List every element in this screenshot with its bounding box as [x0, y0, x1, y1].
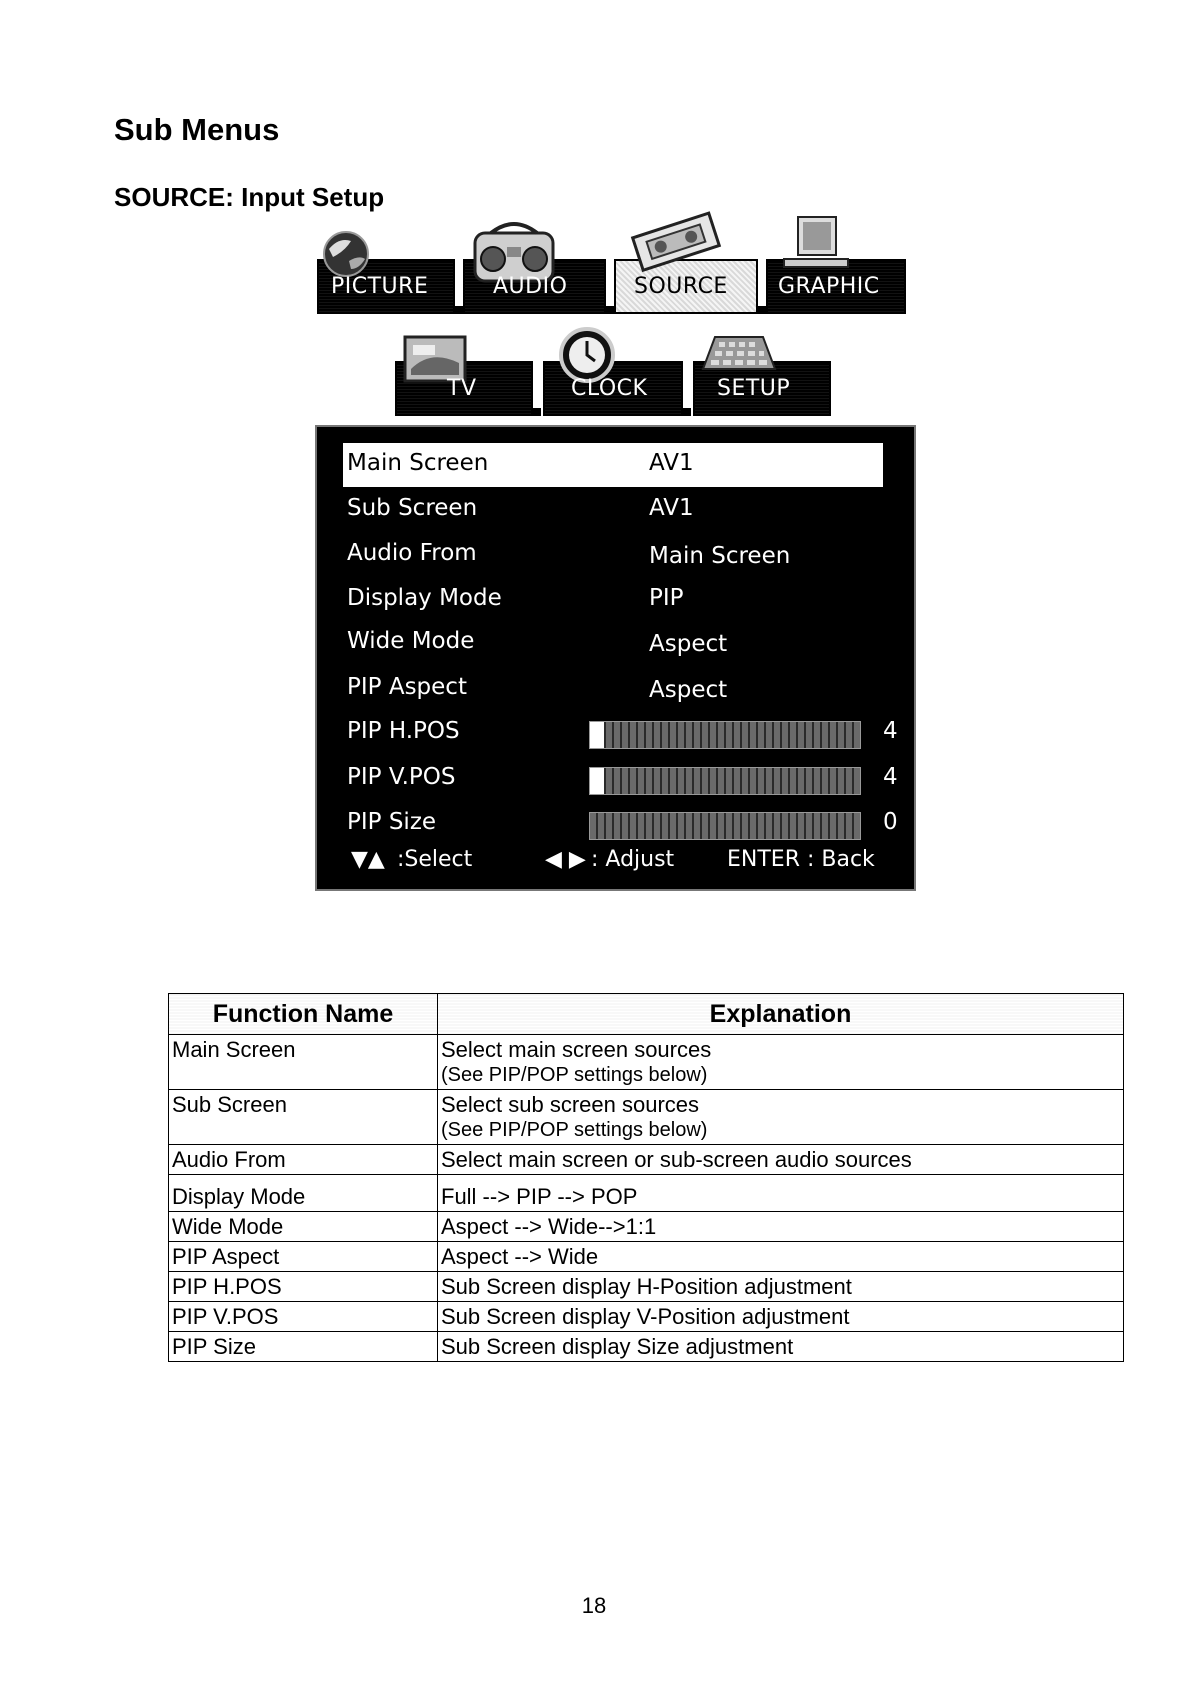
function-explanation: Sub Screen display Size adjustment [438, 1332, 1124, 1362]
function-name: Audio From [169, 1145, 438, 1175]
table-row [169, 1175, 1124, 1212]
function-explanation: Full --> PIP --> POP [438, 1175, 1124, 1212]
menu-item-pip-size[interactable]: PIP Size 0 [343, 802, 883, 846]
function-explanation: Aspect --> Wide-->1:1 [438, 1212, 1124, 1242]
menu-item-pip-hpos[interactable]: PIP H.POS 4 [343, 711, 883, 755]
osd-menu-panel [315, 425, 916, 891]
menu-item-wide-mode[interactable]: Wide Mode Aspect [347, 628, 728, 657]
slider-fill [590, 768, 604, 794]
tab-label: CLOCK [571, 376, 648, 401]
tab-clock[interactable] [543, 361, 683, 416]
globe-icon [319, 227, 373, 281]
slider-fill [590, 722, 604, 748]
column-header: Function Name [169, 994, 438, 1035]
left-right-arrows-icon: ◀ ▶ [545, 847, 586, 872]
function-name: Sub Screen [169, 1090, 438, 1145]
tab-connector [758, 306, 766, 314]
tab-label: PICTURE [331, 274, 429, 299]
select-hint: :Select [397, 847, 473, 872]
tab-label: AUDIO [493, 274, 568, 299]
tab-connector [683, 408, 691, 416]
table-row [169, 1090, 1124, 1145]
pip-vpos-slider[interactable] [589, 767, 861, 795]
table-row [169, 1145, 1124, 1175]
tab-picture[interactable] [317, 259, 455, 314]
function-name: PIP Aspect [169, 1242, 438, 1272]
function-explanation: Select main screen sources (See PIP/POP settings below) [438, 1035, 1124, 1090]
function-explanation: Select main screen or sub-screen audio sources [438, 1145, 1124, 1175]
pip-hpos-slider[interactable] [589, 721, 861, 749]
function-explanation: Aspect --> Wide [438, 1242, 1124, 1272]
page-number: 18 [581, 1593, 607, 1618]
table-row [169, 1302, 1124, 1332]
menu-item-pip-aspect[interactable]: PIP Aspect Aspect [347, 674, 728, 703]
table-row [169, 1272, 1124, 1302]
table-row [169, 1212, 1124, 1242]
back-hint: ENTER : Back [727, 847, 875, 872]
function-name: Display Mode [169, 1175, 438, 1212]
column-header: Explanation [438, 994, 1124, 1035]
tab-connector [455, 306, 463, 314]
computer-icon [780, 215, 850, 271]
menu-item-sub-screen[interactable]: Sub Screen AV1 [347, 495, 694, 521]
function-name: PIP H.POS [169, 1272, 438, 1302]
tab-label: GRAPHIC [778, 274, 880, 299]
tab-label: TV [447, 376, 477, 401]
function-explanation: Select sub screen sources (See PIP/POP settings below) [438, 1090, 1124, 1145]
function-name: Main Screen [169, 1035, 438, 1090]
tab-connector [606, 306, 614, 314]
menu-item-audio-from[interactable]: Audio From Main Screen [347, 540, 791, 569]
tab-label: SOURCE [634, 274, 728, 299]
keypad-icon [699, 333, 779, 373]
menu-item-display-mode[interactable]: Display Mode PIP [347, 585, 684, 611]
table-row [169, 1035, 1124, 1090]
down-up-arrows-icon: ▼▲ [351, 847, 385, 872]
page-heading: Sub Menus [114, 112, 280, 147]
function-explanation: Sub Screen display H-Position adjustment [438, 1272, 1124, 1302]
tab-tv[interactable] [395, 361, 533, 416]
slider-value: 0 [883, 809, 898, 835]
function-explanation: Sub Screen display V-Position adjustment [438, 1302, 1124, 1332]
menu-item-main-screen[interactable]: Main Screen AV1 [343, 443, 883, 487]
adjust-hint: : Adjust [591, 847, 675, 872]
slider-value: 4 [883, 764, 898, 790]
tab-graphic[interactable] [766, 259, 906, 314]
tab-label: SETUP [717, 376, 791, 401]
tab-source[interactable] [614, 259, 758, 314]
function-table [168, 993, 1124, 1362]
section-heading: SOURCE: Input Setup [114, 182, 385, 212]
menu-item-pip-vpos[interactable]: PIP V.POS 4 [343, 757, 883, 801]
function-name: PIP V.POS [169, 1302, 438, 1332]
table-row [169, 1332, 1124, 1362]
tab-connector [533, 408, 541, 416]
table-header-row [169, 994, 1124, 1035]
slider-value: 4 [883, 718, 898, 744]
tab-audio[interactable] [463, 259, 606, 314]
tab-setup[interactable] [693, 361, 831, 416]
pip-size-slider[interactable] [589, 812, 861, 840]
vhs-tape-icon [622, 211, 728, 273]
osd-footer-hints [347, 847, 907, 883]
function-name: Wide Mode [169, 1212, 438, 1242]
function-name: PIP Size [169, 1332, 438, 1362]
table-row [169, 1242, 1124, 1272]
